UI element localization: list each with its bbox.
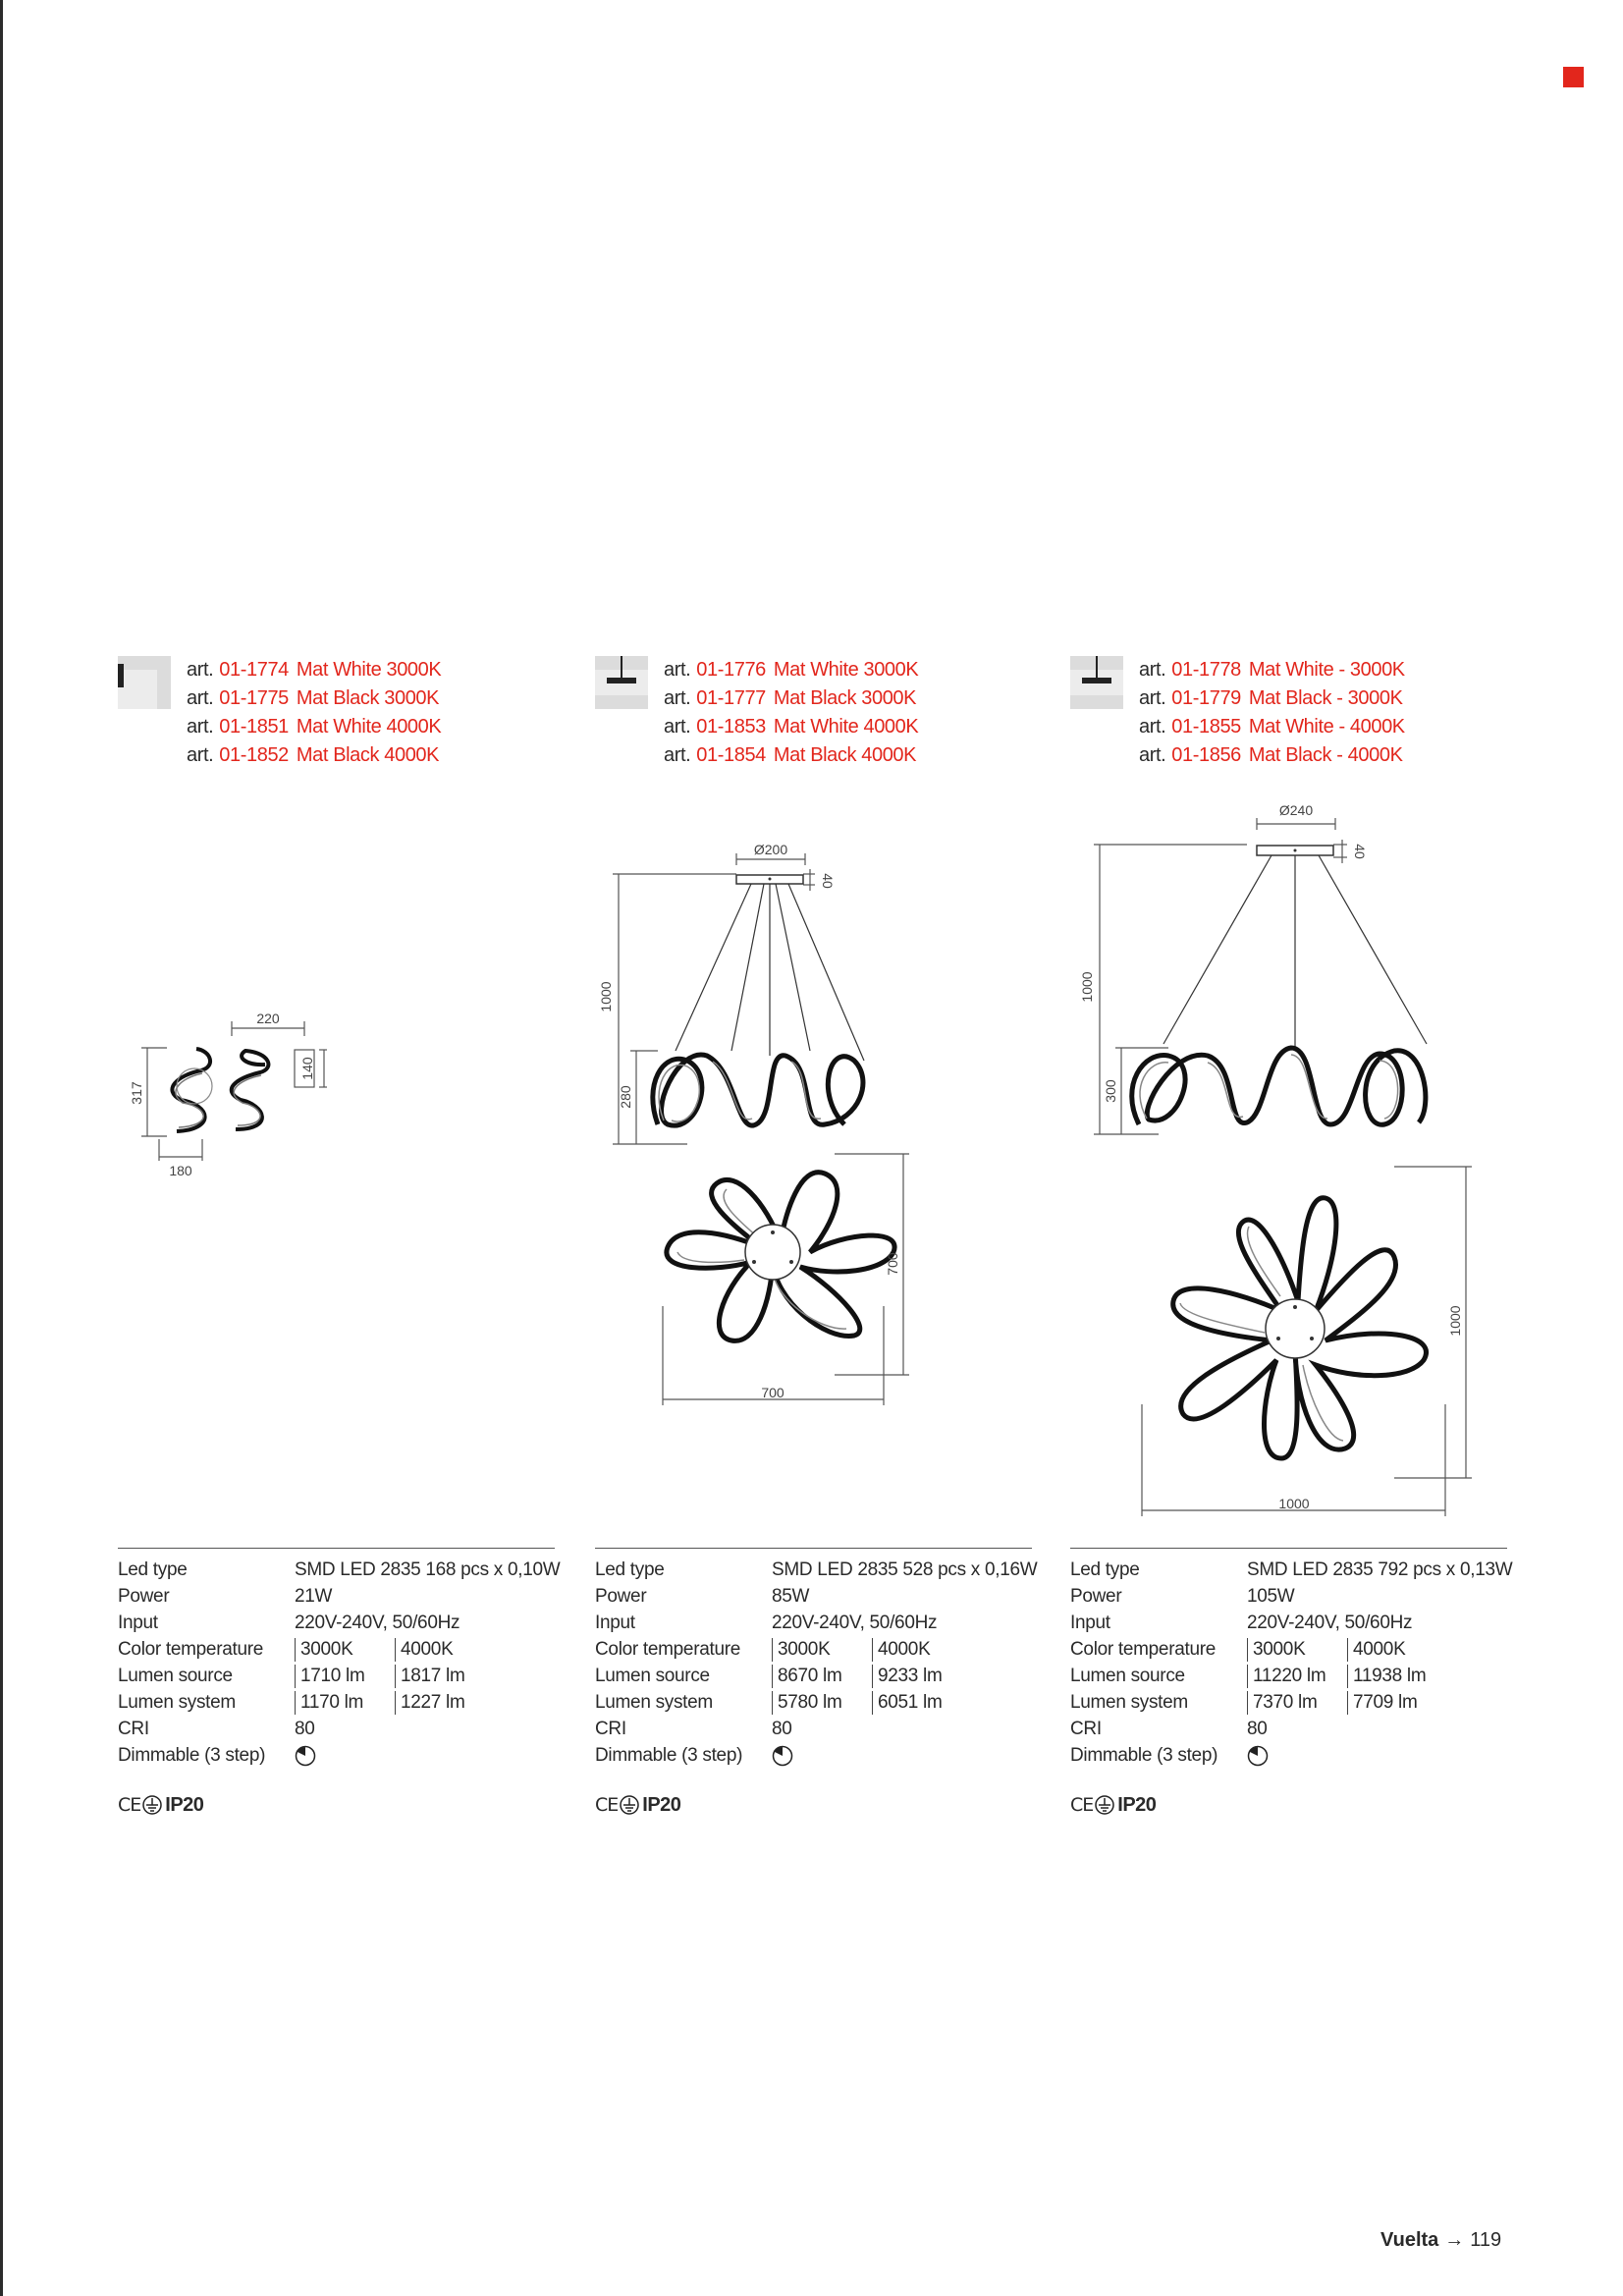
dim-top-width: 1000 bbox=[1278, 1496, 1310, 1511]
arrow-icon: → bbox=[1444, 2229, 1465, 2251]
spec-label: Input bbox=[595, 1613, 635, 1633]
spec-value: 5780 lm bbox=[772, 1691, 842, 1715]
spec-label: Led type bbox=[118, 1559, 188, 1580]
art-prefix: art. bbox=[664, 716, 691, 738]
art-prefix: art. bbox=[187, 716, 214, 738]
spec-value: 21W bbox=[295, 1586, 333, 1607]
article-code: 01-1852 bbox=[219, 744, 289, 766]
article-list bbox=[1139, 656, 1405, 770]
spec-row-cri bbox=[1070, 1716, 1507, 1742]
spec-row-cri bbox=[118, 1716, 555, 1742]
art-prefix: art. bbox=[1139, 687, 1166, 709]
art-prefix: art. bbox=[1139, 716, 1166, 738]
spec-label: Color temperature bbox=[118, 1639, 264, 1660]
spec-value: 1710 lm bbox=[295, 1665, 365, 1688]
art-prefix: art. bbox=[1139, 659, 1166, 681]
article-code: 01-1856 bbox=[1171, 744, 1241, 766]
spec-label: Input bbox=[1070, 1613, 1110, 1633]
dim-canopy-height: 40 bbox=[1352, 844, 1368, 859]
spec-label: Power bbox=[1070, 1586, 1122, 1607]
article-code: 01-1774 bbox=[219, 659, 289, 681]
certification-row bbox=[595, 1791, 680, 1819]
spec-label: Lumen source bbox=[595, 1666, 710, 1686]
brand-marker bbox=[1563, 67, 1584, 87]
article-code: 01-1775 bbox=[219, 687, 289, 709]
dim-top-depth: 1000 bbox=[1447, 1305, 1463, 1337]
certification-row bbox=[1070, 1791, 1156, 1819]
spec-row-power bbox=[1070, 1583, 1507, 1610]
spec-label: Dimmable (3 step) bbox=[1070, 1745, 1218, 1766]
spec-value: SMD LED 2835 168 pcs x 0,10W bbox=[295, 1559, 561, 1580]
spec-row-color-temp bbox=[118, 1636, 555, 1663]
dim-base: 180 bbox=[169, 1163, 192, 1178]
dim-depth: 140 bbox=[299, 1057, 315, 1080]
art-prefix: art. bbox=[664, 687, 691, 709]
spec-table bbox=[1070, 1548, 1513, 1769]
spec-row-input bbox=[118, 1610, 555, 1636]
spec-row-lumen-source bbox=[118, 1663, 555, 1689]
article-row bbox=[187, 684, 441, 713]
spec-row-lumen-source bbox=[595, 1663, 1032, 1689]
ce-mark: CE bbox=[595, 1794, 619, 1816]
article-row bbox=[1139, 656, 1405, 684]
dimmable-icon bbox=[1247, 1745, 1269, 1767]
spec-label: Led type bbox=[1070, 1559, 1140, 1580]
dim-canopy: Ø200 bbox=[753, 842, 788, 857]
ip-rating: IP20 bbox=[642, 1793, 681, 1816]
article-desc: Mat White - 4000K bbox=[1248, 716, 1405, 738]
spec-value: 7709 lm bbox=[1347, 1691, 1418, 1715]
spec-value: 11220 lm bbox=[1247, 1665, 1325, 1688]
dim-total-height: 1000 bbox=[598, 981, 614, 1012]
spec-label: CRI bbox=[118, 1719, 149, 1739]
spec-value: 220V-240V, 50/60Hz bbox=[1247, 1613, 1413, 1633]
spec-value: 1170 lm bbox=[295, 1691, 363, 1715]
spec-value: 1227 lm bbox=[395, 1691, 465, 1715]
spec-divider bbox=[1070, 1548, 1507, 1549]
spec-label: Dimmable (3 step) bbox=[595, 1745, 743, 1766]
article-row bbox=[1139, 713, 1405, 741]
article-row bbox=[664, 713, 918, 741]
left-edge-bar bbox=[0, 0, 3, 2296]
protective-earth-icon bbox=[620, 1795, 639, 1815]
spec-value: 80 bbox=[295, 1719, 315, 1739]
page-number: 119 bbox=[1470, 2229, 1502, 2251]
spec-row-input bbox=[595, 1610, 1032, 1636]
spec-value: 11938 lm bbox=[1347, 1665, 1426, 1688]
protective-earth-icon bbox=[1095, 1795, 1114, 1815]
spec-label: Dimmable (3 step) bbox=[118, 1745, 266, 1766]
spec-row-led-type bbox=[595, 1557, 1038, 1583]
spec-label: Power bbox=[118, 1586, 170, 1607]
spec-label: Led type bbox=[595, 1559, 665, 1580]
spec-row-color-temp bbox=[595, 1636, 1032, 1663]
spec-value: 4000K bbox=[395, 1638, 453, 1662]
article-list bbox=[187, 656, 441, 770]
spec-label: Lumen system bbox=[595, 1692, 713, 1713]
ip-rating: IP20 bbox=[165, 1793, 204, 1816]
article-desc: Mat Black 3000K bbox=[296, 687, 440, 709]
ip-rating: IP20 bbox=[1117, 1793, 1157, 1816]
spec-value: 9233 lm bbox=[872, 1665, 943, 1688]
art-prefix: art. bbox=[187, 744, 214, 766]
spec-row-lumen-source bbox=[1070, 1663, 1507, 1689]
spec-row-dimmable bbox=[118, 1742, 555, 1769]
spec-label: Power bbox=[595, 1586, 647, 1607]
article-desc: Mat White 4000K bbox=[773, 716, 919, 738]
art-prefix: art. bbox=[187, 687, 214, 709]
spec-value: 8670 lm bbox=[772, 1665, 842, 1688]
spec-label: CRI bbox=[1070, 1719, 1102, 1739]
dim-body-height: 300 bbox=[1103, 1079, 1118, 1103]
spec-row-dimmable bbox=[1070, 1742, 1507, 1769]
article-code: 01-1854 bbox=[696, 744, 766, 766]
spec-value: 7370 lm bbox=[1247, 1691, 1318, 1715]
article-desc: Mat White 3000K bbox=[296, 659, 442, 681]
spec-label: Color temperature bbox=[595, 1639, 741, 1660]
spec-label: Lumen system bbox=[118, 1692, 236, 1713]
spec-row-power bbox=[595, 1583, 1032, 1610]
dim-top-depth: 700 bbox=[885, 1252, 900, 1276]
spec-row-led-type bbox=[118, 1557, 561, 1583]
page-footer bbox=[1380, 2229, 1501, 2252]
art-prefix: art. bbox=[187, 659, 214, 681]
art-prefix: art. bbox=[664, 659, 691, 681]
article-code: 01-1778 bbox=[1171, 659, 1241, 681]
spec-label: Color temperature bbox=[1070, 1639, 1217, 1660]
spec-label: Lumen source bbox=[1070, 1666, 1185, 1686]
article-row bbox=[187, 656, 441, 684]
art-prefix: art. bbox=[664, 744, 691, 766]
article-row bbox=[187, 741, 441, 770]
spec-value: 4000K bbox=[1347, 1638, 1405, 1662]
article-desc: Mat Black - 3000K bbox=[1248, 687, 1403, 709]
article-code: 01-1855 bbox=[1171, 716, 1241, 738]
spec-row-dimmable bbox=[595, 1742, 1032, 1769]
article-desc: Mat Black 4000K bbox=[773, 744, 917, 766]
spec-row-lumen-system bbox=[118, 1689, 555, 1716]
spec-value: 1817 lm bbox=[395, 1665, 465, 1688]
spec-value: 4000K bbox=[872, 1638, 930, 1662]
protective-earth-icon bbox=[142, 1795, 162, 1815]
spec-table bbox=[595, 1548, 1038, 1769]
dimmable-icon bbox=[295, 1745, 316, 1767]
article-code: 01-1779 bbox=[1171, 687, 1241, 709]
article-desc: Mat White 3000K bbox=[773, 659, 919, 681]
article-row bbox=[187, 713, 441, 741]
article-desc: Mat White 4000K bbox=[296, 716, 442, 738]
dim-width: 220 bbox=[256, 1011, 280, 1026]
article-desc: Mat White - 3000K bbox=[1248, 659, 1405, 681]
article-desc: Mat Black 3000K bbox=[773, 687, 917, 709]
spec-label: CRI bbox=[595, 1719, 626, 1739]
dim-body-height: 280 bbox=[618, 1085, 633, 1109]
dim-canopy-height: 40 bbox=[820, 873, 836, 889]
spec-label: Input bbox=[118, 1613, 158, 1633]
article-row bbox=[1139, 741, 1405, 770]
article-row bbox=[664, 656, 918, 684]
spec-value: 3000K bbox=[1247, 1638, 1305, 1662]
pendant-700-technical-drawing bbox=[589, 840, 923, 1419]
certification-row bbox=[118, 1791, 203, 1819]
spec-divider bbox=[118, 1548, 555, 1549]
article-row bbox=[664, 684, 918, 713]
wall-mount-icon bbox=[118, 656, 171, 709]
ce-mark: CE bbox=[1070, 1794, 1094, 1816]
spec-row-lumen-system bbox=[595, 1689, 1032, 1716]
spec-table bbox=[118, 1548, 561, 1769]
spec-row-power bbox=[118, 1583, 555, 1610]
spec-value: 80 bbox=[1247, 1719, 1268, 1739]
spec-value: 220V-240V, 50/60Hz bbox=[295, 1613, 460, 1633]
article-code: 01-1777 bbox=[696, 687, 766, 709]
article-desc: Mat Black 4000K bbox=[296, 744, 440, 766]
spec-value: 80 bbox=[772, 1719, 792, 1739]
spec-label: Lumen source bbox=[118, 1666, 233, 1686]
dim-top-width: 700 bbox=[761, 1385, 784, 1400]
pendant-1000-technical-drawing bbox=[1070, 791, 1483, 1517]
spec-row-input bbox=[1070, 1610, 1507, 1636]
article-code: 01-1851 bbox=[219, 716, 289, 738]
article-list bbox=[664, 656, 918, 770]
art-prefix: art. bbox=[1139, 744, 1166, 766]
spec-value: 105W bbox=[1247, 1586, 1295, 1607]
ce-mark: CE bbox=[118, 1794, 141, 1816]
spec-value: 6051 lm bbox=[872, 1691, 943, 1715]
spec-value: 85W bbox=[772, 1586, 810, 1607]
pendant-mount-icon bbox=[595, 656, 648, 709]
article-code: 01-1853 bbox=[696, 716, 766, 738]
article-desc: Mat Black - 4000K bbox=[1248, 744, 1403, 766]
spec-divider bbox=[595, 1548, 1032, 1549]
dim-height: 317 bbox=[129, 1081, 144, 1105]
dim-total-height: 1000 bbox=[1079, 971, 1095, 1003]
collection-title: Vuelta bbox=[1380, 2229, 1439, 2251]
dimmable-icon bbox=[772, 1745, 793, 1767]
spec-value: 3000K bbox=[295, 1638, 352, 1662]
spec-row-lumen-system bbox=[1070, 1689, 1507, 1716]
wall-lamp-technical-drawing bbox=[118, 992, 373, 1188]
spec-value: SMD LED 2835 792 pcs x 0,13W bbox=[1247, 1559, 1513, 1580]
spec-row-color-temp bbox=[1070, 1636, 1507, 1663]
spec-value: 3000K bbox=[772, 1638, 830, 1662]
spec-row-led-type bbox=[1070, 1557, 1513, 1583]
spec-value: 220V-240V, 50/60Hz bbox=[772, 1613, 938, 1633]
spec-row-cri bbox=[595, 1716, 1032, 1742]
pendant-mount-icon bbox=[1070, 656, 1123, 709]
article-row bbox=[664, 741, 918, 770]
article-row bbox=[1139, 684, 1405, 713]
spec-value: SMD LED 2835 528 pcs x 0,16W bbox=[772, 1559, 1038, 1580]
dim-canopy: Ø240 bbox=[1278, 802, 1314, 818]
article-code: 01-1776 bbox=[696, 659, 766, 681]
spec-label: Lumen system bbox=[1070, 1692, 1188, 1713]
